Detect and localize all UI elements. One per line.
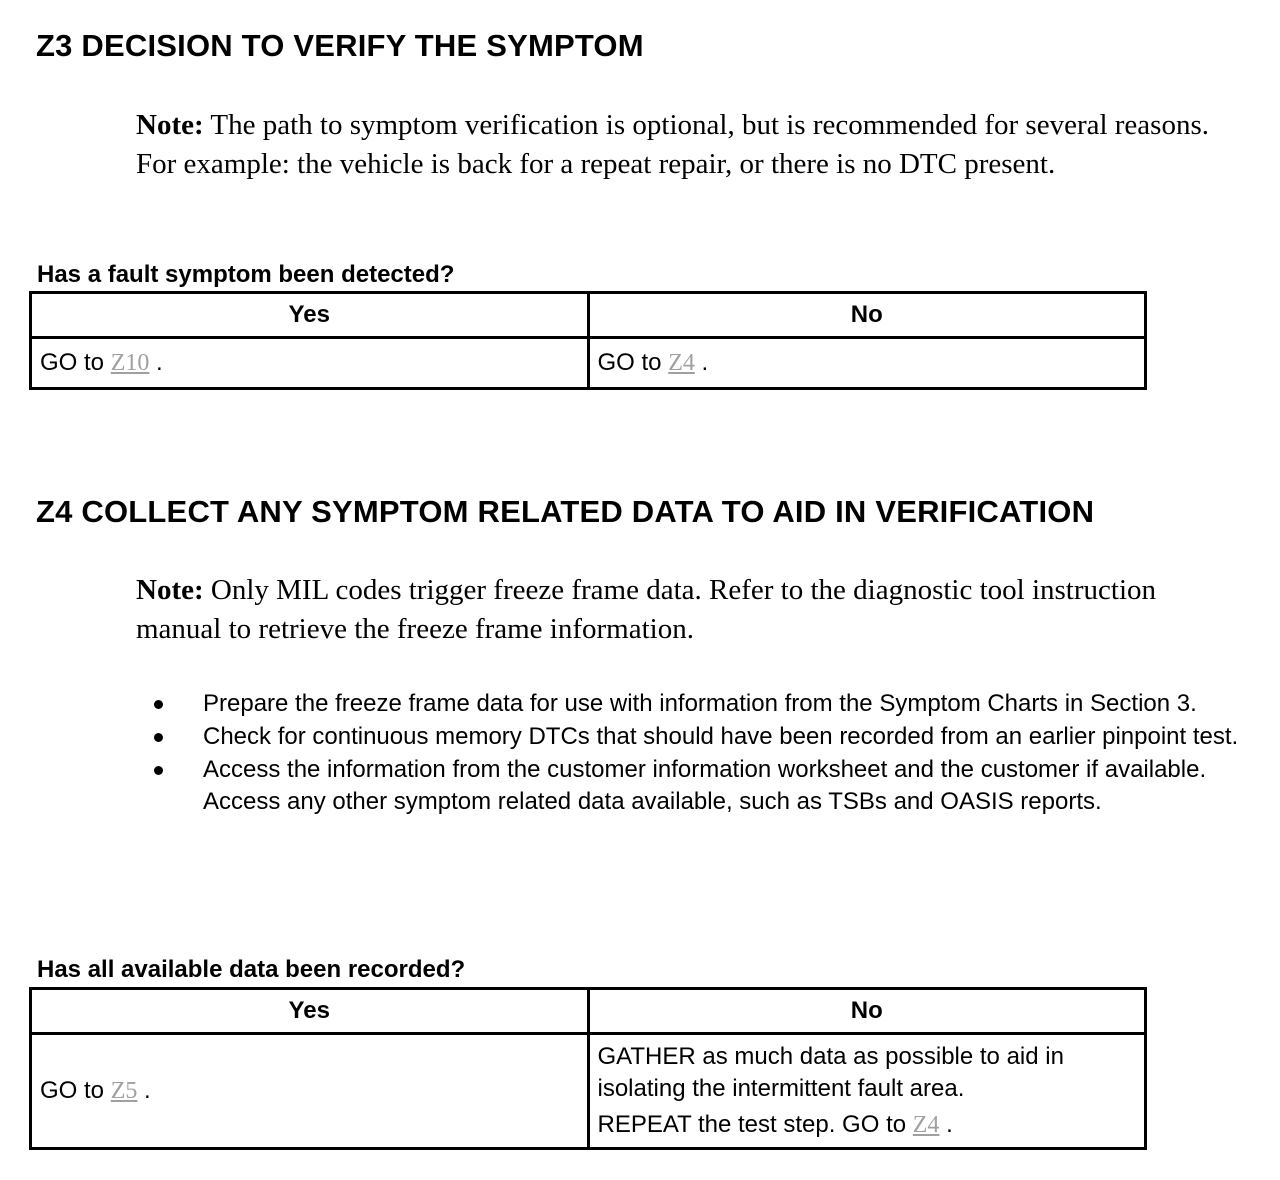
z3-yes-suffix: . [149, 349, 163, 376]
list-item [152, 688, 1252, 720]
bullet-icon [154, 700, 163, 709]
z4-bullet-text-2: Check for continuous memory DTCs that should have been recorded from an earlier pinpoint test. [203, 723, 1239, 750]
list-item [152, 721, 1252, 753]
list-item [152, 754, 1252, 818]
z4-yes-header: Yes [31, 989, 589, 1034]
z4-table-row [31, 1034, 1146, 1149]
z3-note-text: The path to symptom verification is optional, but is recommended for several reasons. For example: the vehicle is back for a repeat repair, or there is no DTC present. [136, 109, 1209, 180]
z3-decision-table [29, 291, 1147, 390]
z4-table-header-row [31, 989, 1146, 1034]
z3-yes-cell [31, 338, 589, 389]
z4-decision-table [29, 987, 1147, 1150]
z4-bullet-text-3: Access the information from the customer information worksheet and the customer if available. Access any other symptom related data available, such as TSBs and OASIS reports. [203, 756, 1207, 815]
z4-heading: Z4 COLLECT ANY SYMPTOM RELATED DATA TO AID IN VERIFICATION [36, 494, 1095, 529]
z3-link-z4[interactable]: Z4 [668, 350, 695, 376]
z4-link-z4-repeat[interactable]: Z4 [912, 1112, 940, 1138]
z4-yes-suffix: . [137, 1077, 151, 1104]
z4-no-header: No [588, 989, 1146, 1034]
z4-question: Has all available data been recorded? [37, 956, 466, 983]
z3-no-prefix: GO to [597, 349, 669, 376]
z3-heading: Z3 DECISION TO VERIFY THE SYMPTOM [36, 28, 644, 63]
z3-no-suffix: . [694, 349, 709, 376]
z4-yes-cell [31, 1034, 589, 1149]
z4-no-line2-suffix: . [939, 1111, 953, 1138]
z4-no-text-1: GATHER as much data as possible to aid in isolating the intermittent fault area. [597, 1043, 1064, 1102]
z4-note-text: Only MIL codes trigger freeze frame data. Refer to the diagnostic tool instruction manual to retrieve the freeze frame information. [136, 574, 1157, 645]
z3-table-row [31, 338, 1146, 389]
z3-table-header-row [31, 293, 1146, 338]
z4-no-cell [588, 1034, 1146, 1149]
z4-yes-prefix: GO to [40, 1077, 111, 1104]
z4-link-z5[interactable]: Z5 [110, 1078, 138, 1104]
z3-link-z10[interactable]: Z10 [110, 350, 150, 376]
z4-no-text-2 [598, 1109, 1137, 1141]
z3-no-header: No [588, 293, 1146, 338]
bullet-icon [154, 766, 163, 775]
z3-note-label: Note: [136, 109, 204, 141]
z3-no-cell [588, 338, 1146, 389]
z3-question: Has a fault symptom been detected? [37, 261, 455, 288]
z3-note [136, 106, 1246, 183]
z4-bullet-list [152, 688, 1252, 819]
z4-no-line2-prefix: REPEAT the test step. GO to [597, 1111, 913, 1138]
bullet-icon [154, 733, 163, 742]
z4-note [136, 571, 1246, 648]
z4-note-label: Note: [136, 574, 204, 606]
z3-yes-prefix: GO to [40, 349, 111, 376]
z4-bullet-text-1: Prepare the freeze frame data for use with information from the Symptom Charts in Section 3. [203, 690, 1197, 717]
z3-yes-header: Yes [31, 293, 589, 338]
